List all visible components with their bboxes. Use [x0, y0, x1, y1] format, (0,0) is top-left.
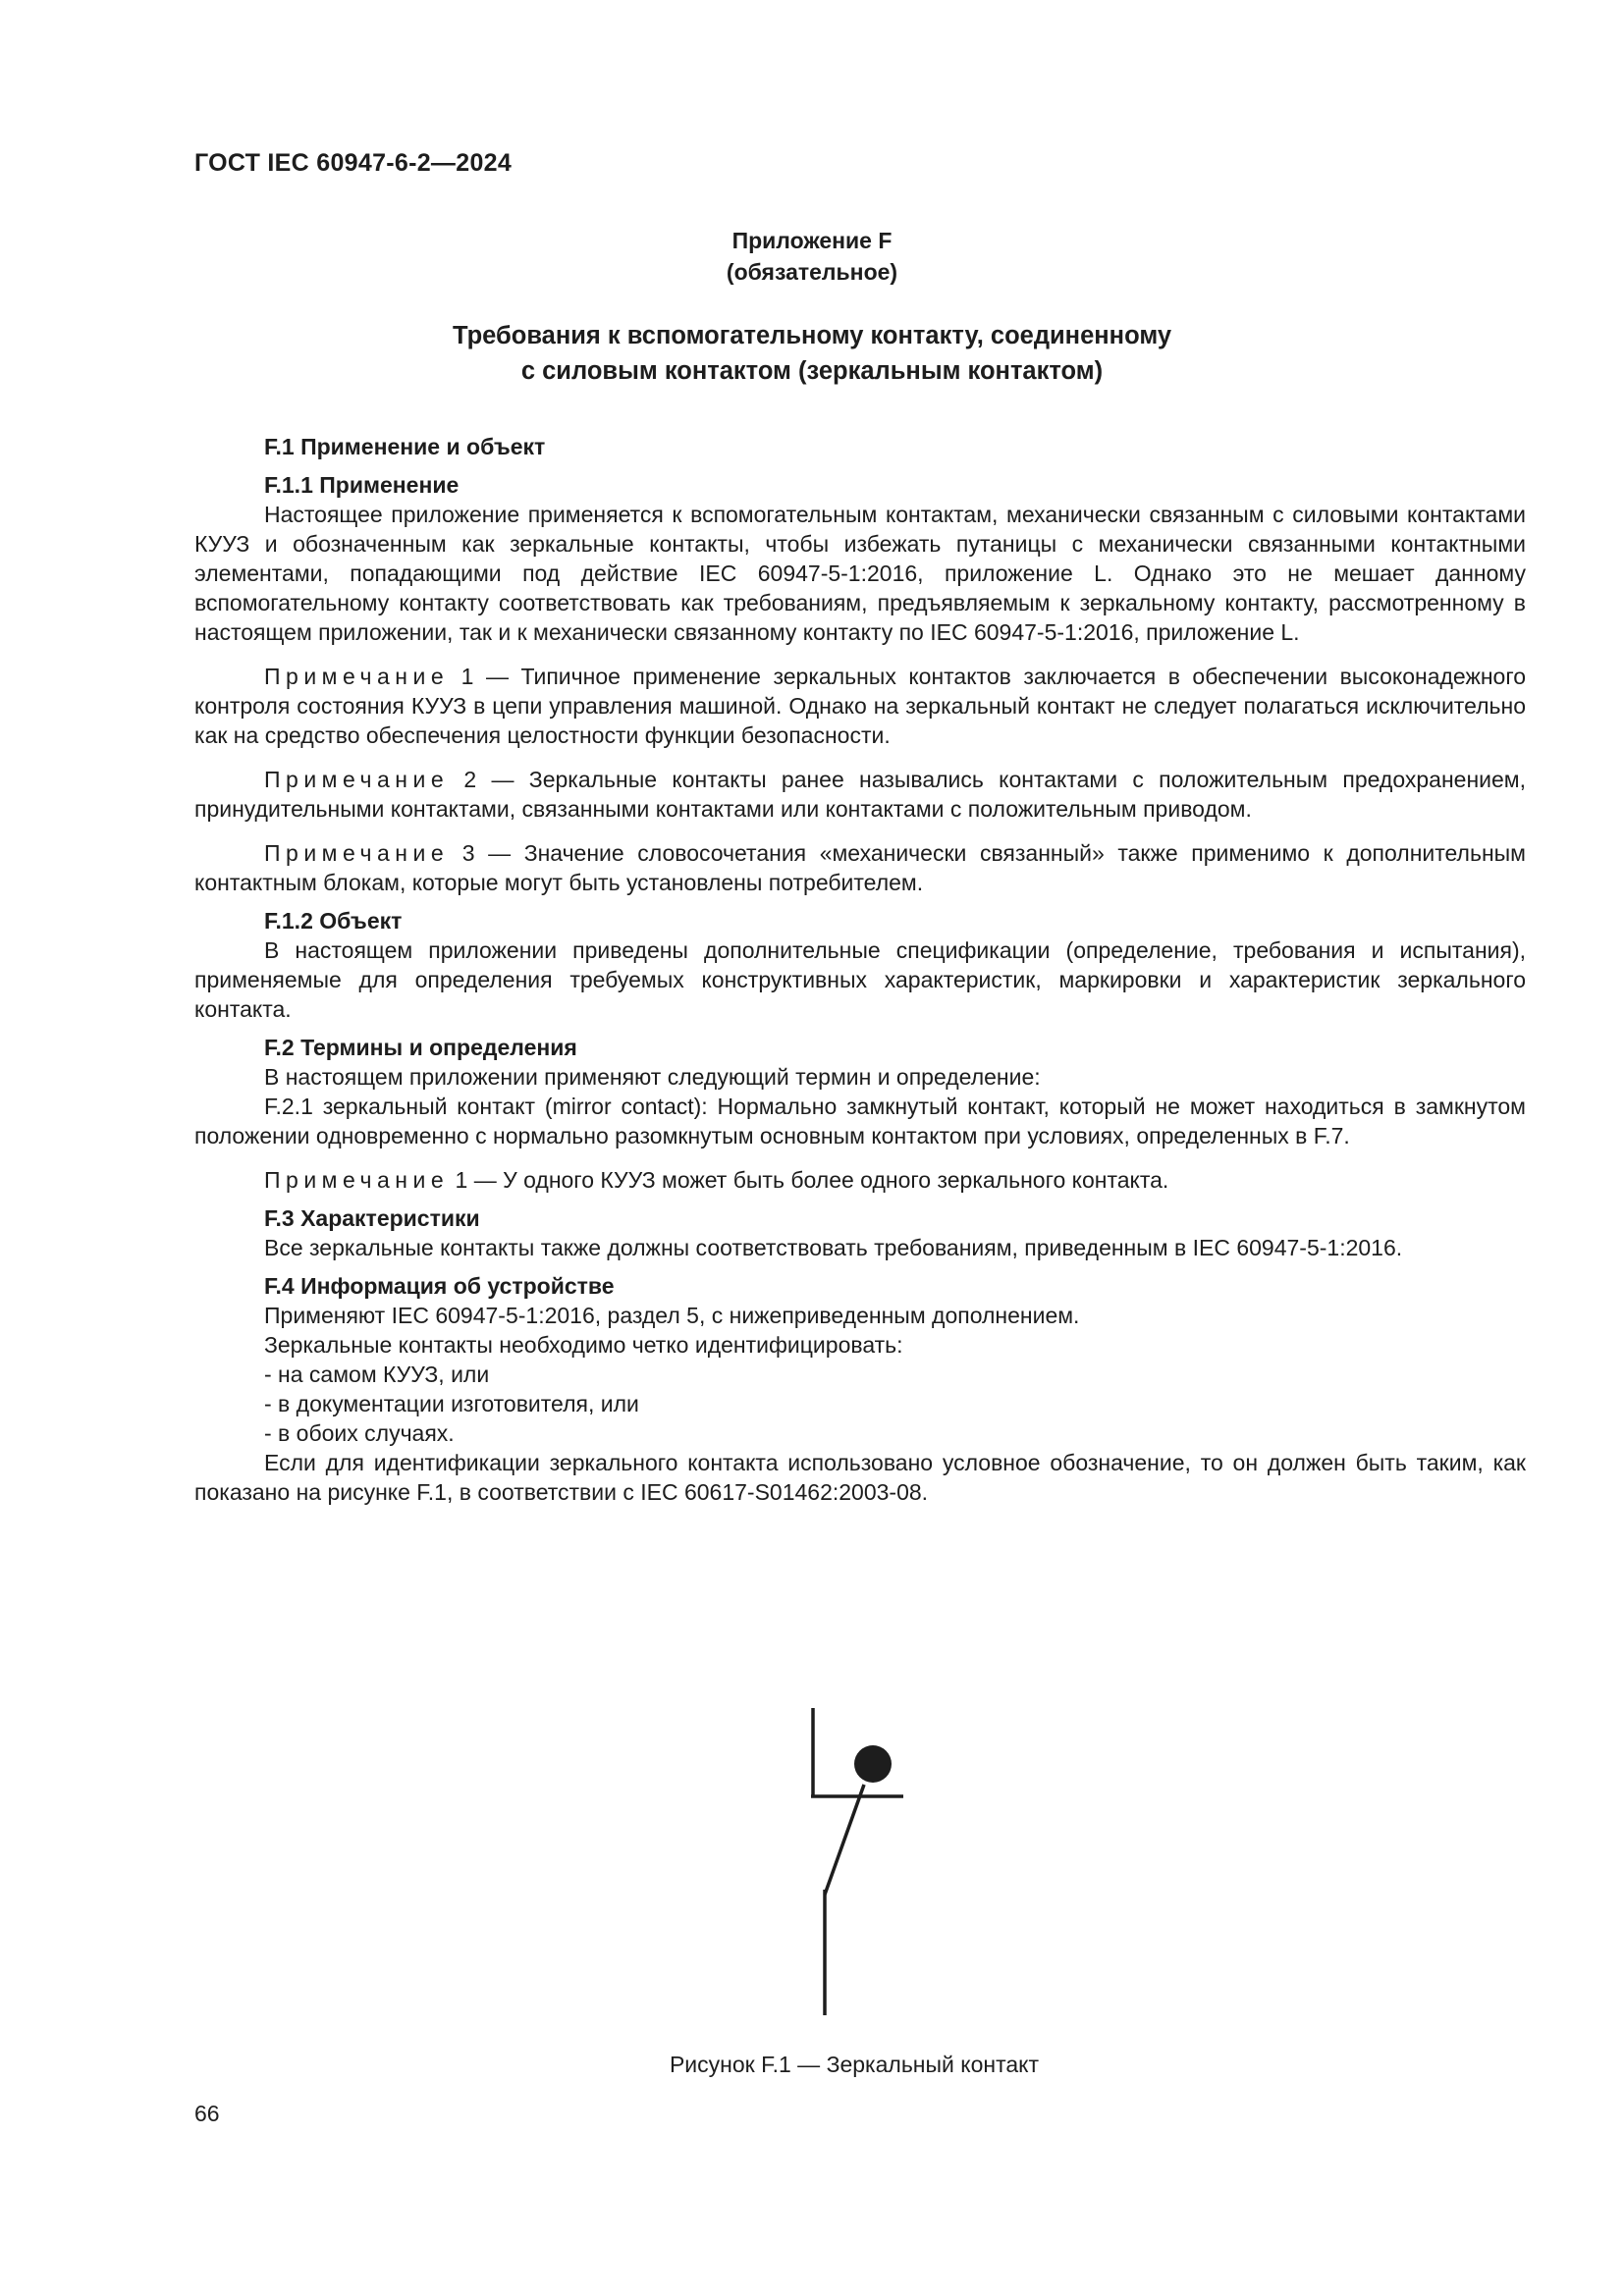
note-label: Примечание	[264, 1167, 450, 1193]
note-label: Примечание	[264, 664, 450, 689]
section-f4-text3: Если для идентификации зеркального контакта использовано условное обозначение, то он должен быть таким, как показано на рисунке F.1, в соответствии с IEC 60617-S01462:2003-08.	[194, 1450, 1526, 1505]
section-f3-text: Все зеркальные контакты также должны соответствовать требованиям, приведенным в IEC 60947-5-1:2016.	[264, 1235, 1403, 1260]
note-3: Примечание 3 — Значение словосочетания «механически связанный» также применимо к дополнительным контактным блокам, которые могут быть установлены потребителем.	[194, 840, 1526, 895]
annex-title-line2: с силовым контактом (зеркальным контактом)	[520, 357, 1104, 385]
list-item: - на самом КУУЗ, или	[264, 1362, 490, 1387]
annex-status: (обязательное)	[726, 259, 898, 285]
figure-caption: Рисунок F.1 — Зеркальный контакт	[669, 2052, 1040, 2077]
section-f1-heading: F.1 Применение и объект	[264, 434, 546, 459]
annex-title-line1: Требования к вспомогательному контакту, соединенному	[452, 322, 1172, 349]
section-f2-intro: В настоящем приложении применяют следующий термин и определение:	[264, 1064, 1041, 1090]
symbol-contact-blade	[825, 1785, 864, 1895]
section-f2-heading: F.2 Термины и определения	[264, 1035, 577, 1060]
page-number: 66	[194, 2101, 220, 2126]
section-f12-heading: F.1.2 Объект	[264, 908, 403, 934]
note-1: Примечание 1 — Типичное применение зеркальных контактов заключается в обеспечении высоконадежного контроля состояния КУУЗ в цепи управления машиной. Однако на зеркальный контакт не следует полагаться исключительно как на средство обеспечения целостности функции безопасности.	[194, 664, 1527, 748]
note-label: Примечание	[264, 767, 450, 792]
section-f4-text2: Зеркальные контакты необходимо четко идентифицировать:	[264, 1332, 903, 1358]
list-item: - в обоих случаях.	[264, 1420, 455, 1446]
document-body	[194, 432, 1526, 1507]
section-f4-heading: F.4 Информация об устройстве	[264, 1273, 615, 1299]
symbol-filled-circle	[854, 1745, 892, 1783]
note-2: Примечание 2 — Зеркальные контакты ранее назывались контактами с положительным предохранением, принудительными контактами, связанными контактами или контактами с положительным приводом.	[194, 767, 1526, 822]
section-f4-text1: Применяют IEC 60947-5-1:2016, раздел 5, с нижеприведенным дополнением.	[264, 1303, 1080, 1328]
section-f11-heading: F.1.1 Применение	[264, 472, 460, 498]
note-label: Примечание	[264, 840, 450, 866]
section-f2-note: Примечание 1 — У одного КУУЗ может быть более одного зеркального контакта.	[264, 1167, 1169, 1193]
list-item: - в документации изготовителя, или	[264, 1391, 639, 1416]
mirror-contact-symbol	[787, 1698, 925, 2022]
standard-header: ГОСТ IEC 60947-6-2—2024	[194, 149, 513, 177]
section-f12-text: В настоящем приложении приведены дополнительные спецификации (определение, требования и испытания), применяемые для определения требуемых конструктивных характеристик, маркировки и характеристик зеркального контакта.	[194, 937, 1526, 1022]
section-f3-heading: F.3 Характеристики	[264, 1205, 480, 1231]
section-f11-text: Настоящее приложение применяется к вспомогательным контактам, механически связанным с силовыми контактами КУУЗ и обозначенным как зеркальные контакты, чтобы избежать путаницы с механически связанными контактными элементами, попадающими под действие IEC 60947-5-1:2016, приложение L. Однако это не мешает данному вспомогательному контакту соответствовать как требованиям, предъявляемым к зеркальному контакту, рассмотренному в настоящем приложении, так и к механически связанному контакту по IEC 60947-5-1:2016, приложение L.	[194, 502, 1526, 645]
section-f21-definition: F.2.1 зеркальный контакт (mirror contact): Нормально замкнутый контакт, который не может находиться в замкнутом положении одновременно с нормально разомкнутым основным контактом при условиях, определенных в F.7.	[194, 1094, 1526, 1148]
annex-label: Приложение F	[731, 228, 893, 253]
